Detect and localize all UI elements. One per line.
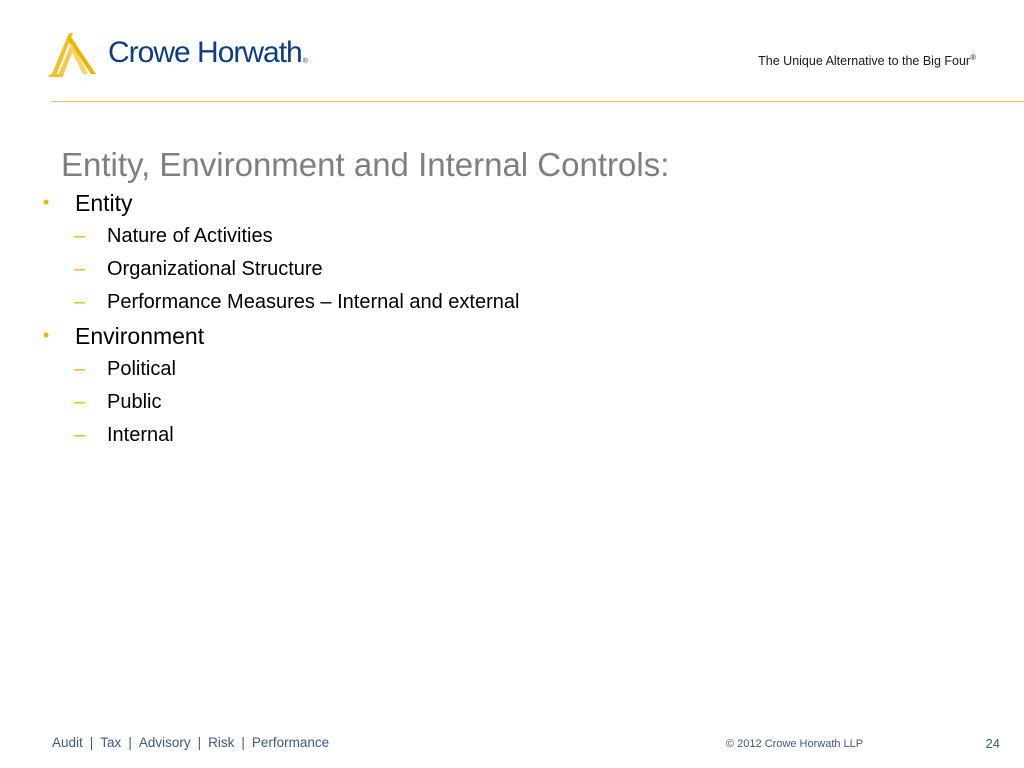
logo-wordmark bbox=[108, 36, 306, 70]
sub-bullet-label: Organizational Structure bbox=[107, 258, 323, 280]
dash-icon: – bbox=[74, 258, 86, 280]
footer-service: Tax bbox=[100, 735, 122, 750]
sub-bullet-label: Public bbox=[107, 391, 162, 413]
bullet-list bbox=[43, 188, 943, 454]
dash-icon: – bbox=[74, 291, 86, 313]
sub-bullet-item bbox=[43, 355, 943, 388]
sub-bullet-label: Nature of Activities bbox=[107, 225, 273, 247]
footer-separator: | bbox=[241, 735, 245, 750]
bullet-dot-icon: • bbox=[43, 192, 50, 212]
footer-service: Audit bbox=[52, 735, 83, 750]
footer-service: Risk bbox=[208, 735, 235, 750]
sub-bullet-item bbox=[43, 255, 943, 288]
sub-bullet-item bbox=[43, 388, 943, 421]
header-divider bbox=[52, 101, 1024, 102]
bullet-item bbox=[43, 188, 943, 222]
tagline-registered-mark: ® bbox=[970, 53, 976, 62]
tagline bbox=[758, 53, 976, 68]
sub-bullet-label: Internal bbox=[107, 424, 174, 446]
bullet-label: Entity bbox=[75, 190, 133, 216]
sub-bullet-item bbox=[43, 421, 943, 454]
footer-separator: | bbox=[128, 735, 132, 750]
sub-bullet-item bbox=[43, 288, 943, 321]
dash-icon: – bbox=[74, 358, 86, 380]
crowe-horwath-logo bbox=[48, 30, 318, 80]
footer-separator: | bbox=[89, 735, 94, 750]
crowe-chevron-rays-icon bbox=[48, 30, 100, 78]
footer-separator: | bbox=[197, 735, 202, 750]
copyright: © 2012 Crowe Horwath LLP bbox=[726, 738, 864, 750]
bullet-item bbox=[43, 321, 943, 355]
sub-bullet-label: Political bbox=[107, 358, 176, 380]
page-number: 24 bbox=[985, 736, 1000, 751]
footer-services bbox=[52, 735, 329, 750]
sub-bullet-label: Performance Measures – Internal and external bbox=[107, 291, 520, 313]
dash-icon: – bbox=[74, 424, 86, 446]
slide-title: Entity, Environment and Internal Controls: bbox=[61, 146, 670, 183]
footer-service: Advisory bbox=[138, 735, 191, 750]
logo-registered-mark: ® bbox=[302, 58, 307, 65]
dash-icon: – bbox=[74, 391, 86, 413]
dash-icon: – bbox=[74, 225, 86, 247]
bullet-dot-icon: • bbox=[43, 325, 50, 345]
footer-service: Performance bbox=[251, 735, 330, 750]
sub-bullet-item bbox=[43, 222, 943, 255]
bullet-label: Environment bbox=[75, 323, 205, 349]
tagline-text: The Unique Alternative to the Big Four bbox=[758, 54, 971, 69]
logo-text: Crowe Horwath bbox=[108, 36, 302, 69]
